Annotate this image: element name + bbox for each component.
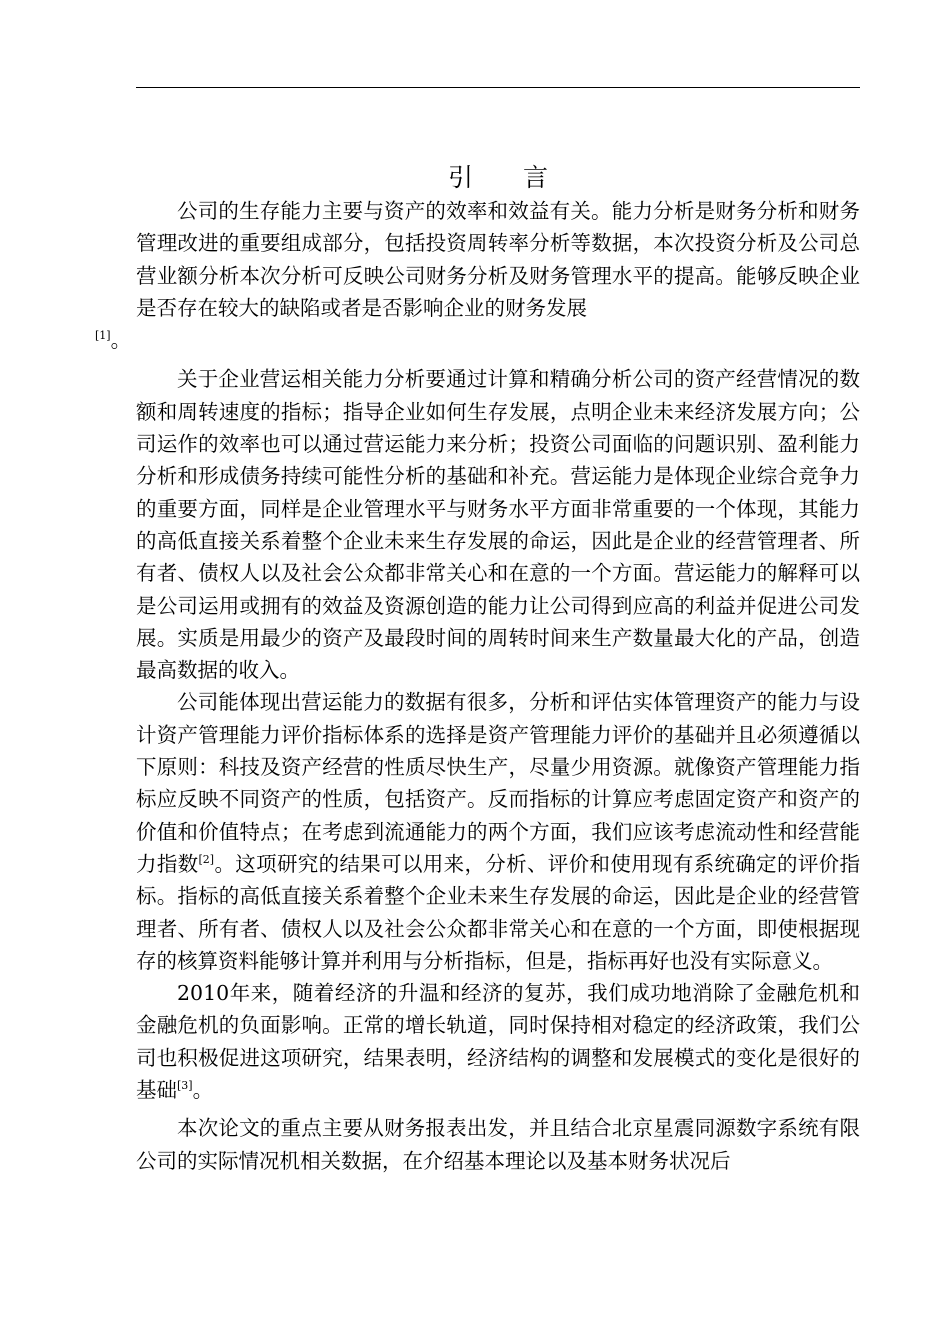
paragraph-3-text: 公司能体现出营运能力的数据有很多，分析和评估实体管理资产的能力与设计资产管理能力评价指标体系的选择是资产管理能力评价的基础并且必须遵循以下原则：科技及资产经营的性质尽快生产，尽量少用资源。就像资产管理能力指标应反映不同资产的性质，包括资产。反而指标的计算应考虑固定资产和资产的价值和价值特点；在考虑到流通能力的两个方面，我们应该考虑流动性和经营能力指数 xyxy=(136,690,860,876)
paragraph-2-text: 关于企业营运相关能力分析要通过计算和精确分析公司的资产经营情况的数额和周转速度的指标；指导企业如何生存发展，点明企业未来经济发展方向；公司运作的效率也可以通过营运能力来分析；投资公司面临的问题识别、盈利能力分析和形成债务持续可能性分析的基础和补充。营运能力是体现企业综合竞争力的重要方面，同样是企业管理水平与财务水平方面非常重要的一个体现，其能力的高低直接关系着整个企业未来生存发展的命运，因此是企业的经营管理者、所有者、债权人以及社会公众都非常关心和在意的一个方面。营运能力的解释可以是公司运用或拥有的效益及资源创造的能力让公司得到应高的利益并促进公司发展。实质是用最少的资产及最段时间的周转时间来生产数量最大化的产品，创造最高数据的收入。 xyxy=(136,367,860,683)
paragraph-1-text: 公司的生存能力主要与资产的效率和效益有关。能力分析是财务分析和财务管理改进的重要组成部分，包括投资周转率分析等数据，本次投资分析及公司总营业额分析本次分析可反映公司财务分析及财务管理水平的提高。能够反映企业是否存在较大的缺陷或者是否影响企业的财务发展 xyxy=(136,199,860,320)
paragraph-5 xyxy=(136,1112,860,1177)
section-title: 引 言 xyxy=(447,163,548,192)
citation-2: [2] xyxy=(198,853,215,867)
body-text xyxy=(95,195,861,1177)
citation-1: [1] xyxy=(95,329,111,343)
paragraph-2 xyxy=(136,363,860,686)
paragraph-1 xyxy=(95,195,860,356)
paragraph-5-text: 本次论文的重点主要从财务报表出发，并且结合北京星震同源数字系统有限公司的实际情况机相关数据，在介绍基本理论以及基本财务状况后 xyxy=(136,1116,860,1173)
paragraph-3 xyxy=(136,686,860,977)
header-rule xyxy=(136,87,860,88)
paragraph-4-end: 。 xyxy=(192,1078,214,1103)
paragraph-4-text: 2010年来，随着经济的升温和经济的复苏，我们成功地消除了金融危机和金融危机的负面影响。正常的增长轨道，同时保持相对稳定的经济政策，我们公司也积极促进这项研究，结果表明，经济结构的调整和发展模式的变化是很好的基础 xyxy=(136,981,860,1103)
paragraph-4 xyxy=(136,977,860,1106)
paragraph-1-end: 。 xyxy=(110,328,132,353)
paragraph-3-continued: 。这项研究的结果可以用来，分析、评价和使用现有系统确定的评价指标。指标的高低直接关系着整个企业未来生存发展的命运，因此是企业的经营管理者、所有者、债权人以及社会公众都非常关心和在意的一个方面，即使根据现存的核算资料能够计算并利用与分析指标，但是，指标再好也没有实际意义。 xyxy=(136,851,861,973)
citation-3: [3] xyxy=(177,1079,193,1093)
